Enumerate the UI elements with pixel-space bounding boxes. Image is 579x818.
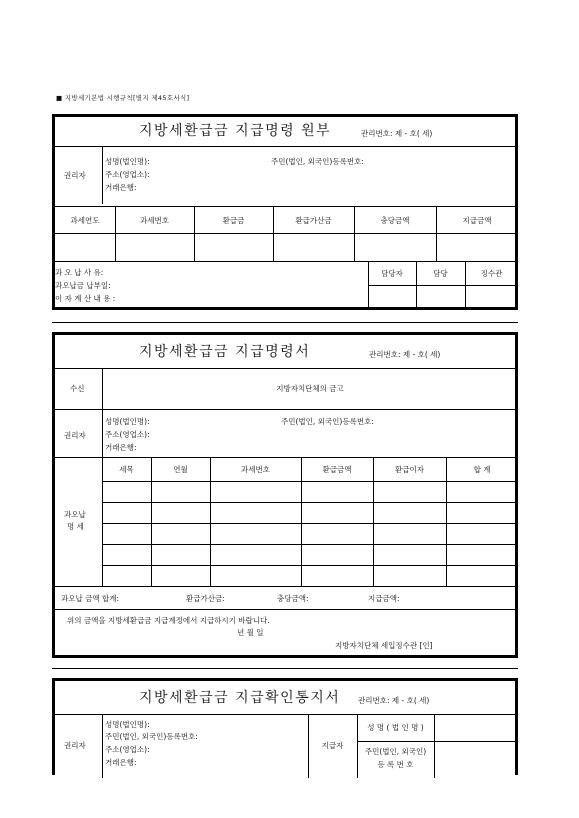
- form1-overpay-date: 과오납금 납부일:: [55, 281, 111, 290]
- form2-management-number: 관리번호: 제 - 호( 세): [369, 350, 441, 359]
- form2-detail-label-1: 과오납: [64, 510, 86, 519]
- form-header-note: ■ 지방세기본법 시행규칙[별지 제45호서식]: [56, 94, 190, 102]
- form1-col-refund-addition: 환급가산금: [295, 216, 332, 225]
- form2-total-label: 과오납 금액 합계:: [61, 594, 120, 603]
- form3-address-label: 주소(영업소):: [105, 745, 150, 754]
- form2-address-label: 주소(영업소):: [105, 430, 150, 439]
- form1-col-tax-year: 과세연도: [70, 216, 100, 225]
- form3-title: 지방세환급금 지급확인통지서: [139, 690, 341, 706]
- form1-interest-calc: 이 자 계 산 내 용 :: [55, 294, 116, 303]
- form3-payer-id-label-1: 주민(법인, 외국인): [364, 747, 427, 756]
- form1-address-label: 주소(영업소):: [105, 170, 150, 179]
- form1-name-label: 성명(법인명):: [105, 157, 150, 166]
- form1-approval-manager: 담당: [433, 269, 448, 278]
- form2-col-tax-number: 과세번호: [241, 465, 270, 474]
- form1-col-payment: 지급금액: [462, 216, 492, 225]
- form2-add-label: 환급가산금:: [186, 594, 225, 603]
- form2-request-text: 위의 금액을 지방세환급금 지급계정에서 지급하시기 바랍니다.: [67, 616, 270, 625]
- form1-bank-label: 거래은행:: [105, 183, 137, 192]
- form1-overpay-reason: 과 오 납 사 유:: [55, 268, 104, 277]
- form2-recipient-value: 지방자치단체의 금고: [276, 384, 344, 393]
- form2-detail-label-2: 명 세: [67, 522, 84, 531]
- form3-name-label: 성명(법인명):: [105, 720, 150, 729]
- form2-col-tax-item: 세목: [119, 465, 134, 474]
- form2-rightholder-label: 권리자: [64, 431, 86, 440]
- separator-line: [52, 668, 518, 669]
- form3-rightholder-label: 권리자: [64, 741, 86, 750]
- form-payment-order: [52, 332, 518, 658]
- form3-payer-name-label: 성 명 ( 법 인 명 ): [367, 723, 424, 732]
- form3-management-number: 관리번호: 제 - 호( 세): [358, 696, 430, 705]
- form2-col-year-month: 연월: [173, 465, 188, 474]
- form1-title: 지방세환급금 지급명령 원부: [139, 123, 332, 139]
- form3-bank-label: 거래은행:: [105, 758, 137, 767]
- form2-title: 지방세환급금 지급명령서: [139, 344, 311, 360]
- form2-bank-label: 거래은행:: [105, 443, 137, 452]
- form1-management-number: 관리번호: 제 - 호( 세): [361, 129, 433, 138]
- form-payment-ledger: [52, 114, 518, 310]
- form1-approval-collector: 징수관: [480, 269, 503, 278]
- form1-col-offset: 충당금액: [380, 216, 410, 225]
- form2-col-refund-interest: 환급이자: [395, 465, 424, 474]
- form3-payer-label: 지급자: [321, 741, 344, 750]
- form3-payer-id-label-2: 등 록 번 호: [377, 760, 414, 769]
- form2-signer-text: 지방자치단체 세입징수관 [인]: [335, 641, 433, 650]
- form2-offset-label: 충당금액:: [277, 594, 309, 603]
- form2-name-label: 성명(법인명):: [105, 417, 150, 426]
- form2-id-label: 주민(법인, 외국인)등록번호:: [281, 417, 374, 426]
- form2-col-refund-amount: 환급금액: [322, 465, 352, 474]
- form1-rightholder-label: 권리자: [64, 171, 86, 180]
- form1-col-refund: 환급금: [222, 216, 245, 225]
- form1-id-label: 주민(법인, 외국인)등록번호:: [271, 157, 364, 166]
- form2-col-total: 합 계: [473, 465, 491, 474]
- form3-id-label: 주민(법인, 외국인)등록번호:: [105, 732, 198, 741]
- form2-pay-label: 지급금액:: [368, 594, 400, 603]
- separator-line: [52, 322, 518, 323]
- form1-col-tax-number: 과세번호: [140, 216, 169, 225]
- form1-approval-clerk: 담당자: [381, 269, 403, 278]
- form2-recipient-label: 수신: [70, 384, 85, 393]
- form-payment-confirmation: [52, 678, 518, 775]
- form2-date-text: 년 월 일: [237, 628, 264, 637]
